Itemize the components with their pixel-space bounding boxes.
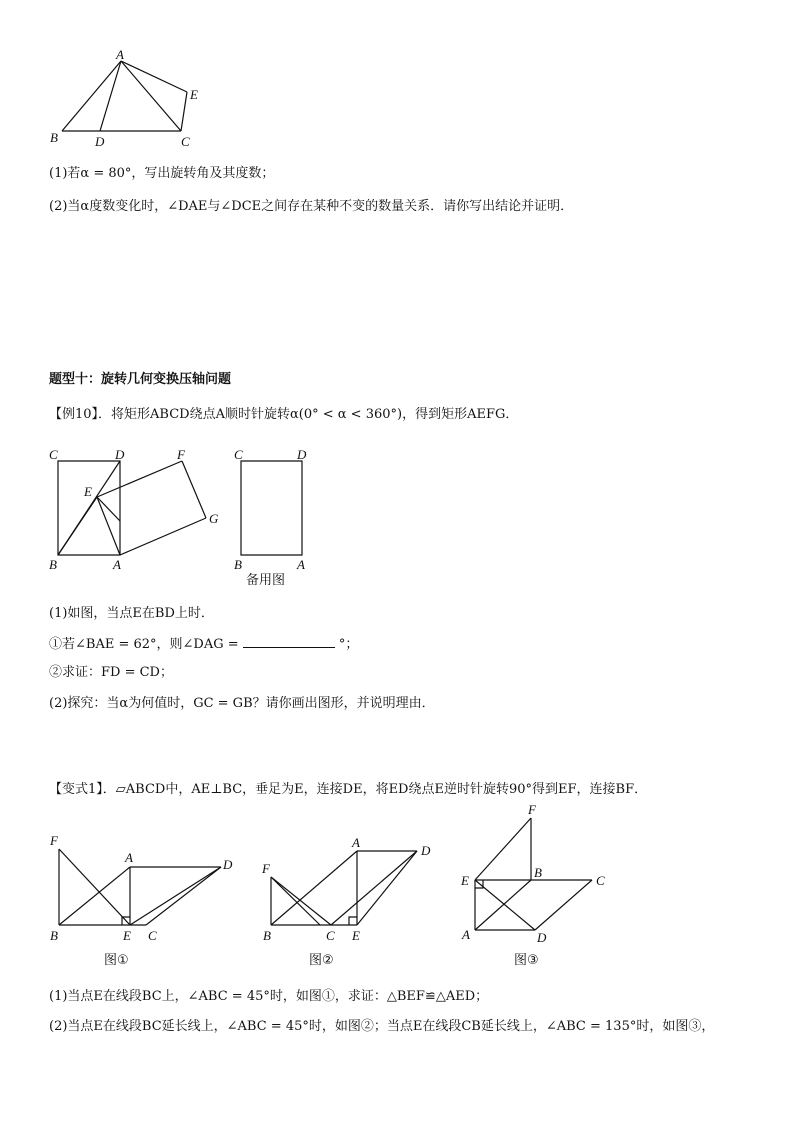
label-v3-B: B [534,865,542,880]
figure-v1-lines [59,849,221,925]
variant-1-intro: 【变式1】．▱ABCD中，AE⊥BC，垂足为E，连接DE，将ED绕点E逆时针旋转90°得到EF，连接BF． [49,782,648,797]
label-top-D: D [95,134,105,149]
label-backup-A: A [297,557,305,572]
figure-backup-lines [241,461,302,555]
variant-1-question-2: (2)当点E在线段BC延长线上，∠ABC = 45°时，如图②；当点E在线段CB延长线上，∠ABC = 135°时，如图③， [49,1019,715,1034]
caption-v2: 图② [309,953,334,968]
label-v2-B: B [263,928,271,943]
label-v2-C: C [326,928,335,943]
ex10-question-1b: ②求证：FD = CD； [49,665,173,680]
answer-blank[interactable] [243,634,335,648]
figure-ex10-lines [58,461,206,555]
figure-top-lines [62,61,187,131]
prev-question-1: (1)若α = 80°，写出旋转角及其度数； [49,166,275,181]
label-top-B: B [50,130,58,145]
label-backup-D: D [297,447,307,462]
label-v1-D: D [223,857,233,872]
ex10-question-1a-text: ①若∠BAE = 62°，则∠DAG = [49,637,239,652]
label-v2-D: D [421,843,431,858]
label-ex10-C: C [49,447,58,462]
label-v2-E: E [352,928,360,943]
ex10-question-1: (1)如图，当点E在BD上时． [49,606,214,621]
caption-v3: 图③ [514,953,539,968]
section-heading: 题型十：旋转几何变换压轴问题 [49,372,232,387]
label-top-C: C [181,134,190,149]
label-backup-B: B [234,557,242,572]
label-v1-E: E [123,928,131,943]
caption-backup: 备用图 [246,573,286,588]
label-v1-F: F [50,833,58,848]
label-top-E: E [190,87,198,102]
label-v1-C: C [148,928,157,943]
ex10-question-1a [49,634,358,655]
ex10-question-2: (2)探究：当α为何值时，GC = GB？请你画出图形，并说明理由． [49,696,435,711]
label-v3-C: C [596,873,605,888]
label-v1-B: B [50,928,58,943]
label-v2-F: F [262,861,270,876]
label-backup-C: C [234,447,243,462]
label-top-A: A [116,47,124,62]
label-ex10-E: E [84,484,92,499]
label-v3-E: E [461,873,469,888]
label-ex10-D: D [115,447,125,462]
ex10-question-1a-unit: °； [338,637,359,652]
example-10-intro: 【例10】．将矩形ABCD绕点A顺时针旋转α(0° < α < 360°)，得到矩形AEFG． [49,407,519,422]
caption-v1: 图① [104,953,129,968]
label-ex10-F: F [177,447,185,462]
label-v3-A: A [462,927,470,942]
prev-question-2: (2)当α度数变化时，∠DAE与∠DCE之间存在某种不变的数量关系．请你写出结论并证明． [49,199,574,214]
label-ex10-B: B [49,557,57,572]
label-ex10-A: A [113,557,121,572]
label-ex10-G: G [209,511,219,526]
label-v1-A: A [125,850,133,865]
label-v3-F: F [528,802,536,817]
label-v3-D: D [537,930,547,945]
variant-1-question-1: (1)当点E在线段BC上，∠ABC = 45°时，如图①，求证：△BEF≌△AED； [49,989,489,1004]
figure-v2-lines [271,851,417,925]
label-v2-A: A [352,835,360,850]
